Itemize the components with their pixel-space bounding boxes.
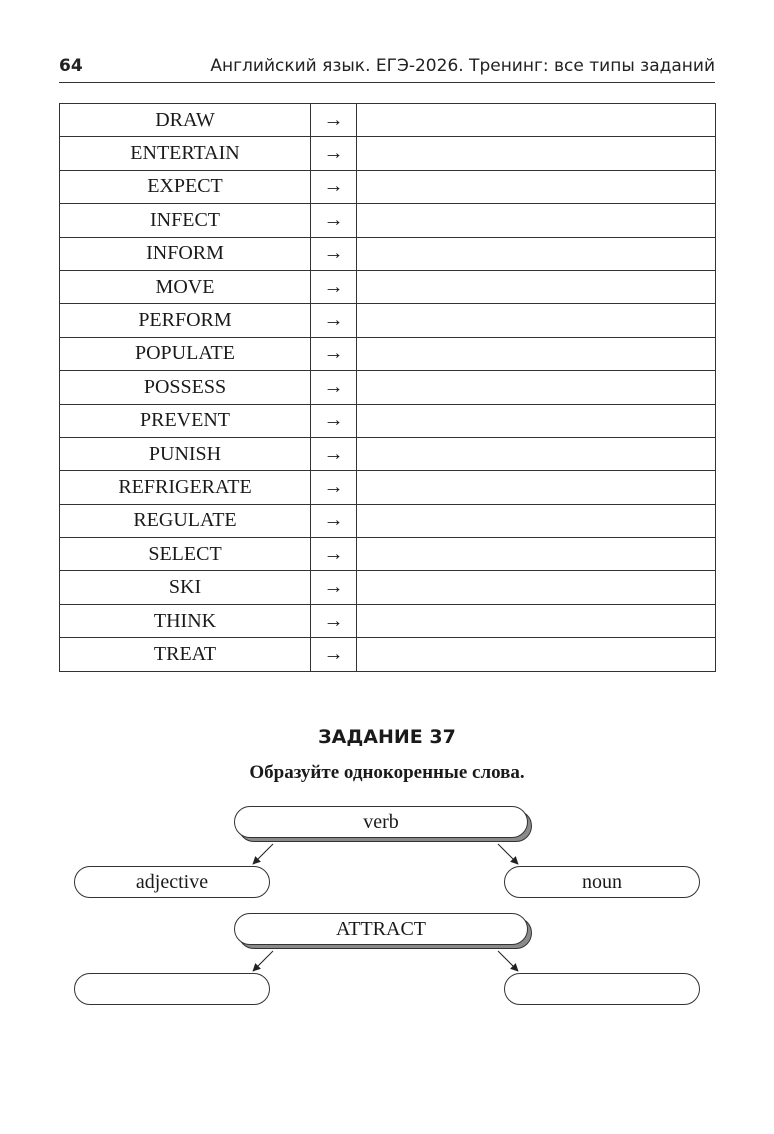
arrow-right-2 — [498, 951, 518, 971]
word-cell: REFRIGERATE — [60, 471, 311, 504]
arrow-cell: → — [311, 504, 357, 537]
word-cell: SELECT — [60, 538, 311, 571]
top-pill-verb: verb — [234, 806, 528, 838]
arrow-cell: → — [311, 204, 357, 237]
word-cell: POSSESS — [60, 371, 311, 404]
arrow-cell: → — [311, 404, 357, 437]
running-title: Английский язык. ЕГЭ-2026. Тренинг: все типы заданий — [210, 56, 715, 76]
word-cell: PUNISH — [60, 437, 311, 470]
arrow-cell: → — [311, 104, 357, 137]
word-cell: ENTERTAIN — [60, 137, 311, 170]
arrow-cell: → — [311, 437, 357, 470]
arrow-cell: → — [311, 471, 357, 504]
task-title: ЗАДАНИЕ 37 — [318, 726, 456, 748]
word-cell: EXPECT — [60, 170, 311, 203]
arrow-left-1 — [253, 844, 273, 864]
arrow-cell: → — [311, 237, 357, 270]
arrow-cell: → — [311, 337, 357, 370]
page-number: 64 — [59, 56, 83, 76]
word-cell: DRAW — [60, 104, 311, 137]
arrow-cell: → — [311, 304, 357, 337]
arrow-cell: → — [311, 638, 357, 671]
arrow-left-2 — [253, 951, 273, 971]
word-pill-attract: ATTRACT — [234, 913, 528, 945]
word-cell: INFECT — [60, 204, 311, 237]
word-cell: PREVENT — [60, 404, 311, 437]
right-pill-noun: noun — [504, 866, 700, 898]
arrow-cell: → — [311, 604, 357, 637]
word-cell: TREAT — [60, 638, 311, 671]
arrow-cell: → — [311, 270, 357, 303]
word-cell: POPULATE — [60, 337, 311, 370]
arrow-cell: → — [311, 137, 357, 170]
arrow-cell: → — [311, 371, 357, 404]
word-cell: SKI — [60, 571, 311, 604]
word-cell: REGULATE — [60, 504, 311, 537]
word-cell: PERFORM — [60, 304, 311, 337]
arrow-cell: → — [311, 571, 357, 604]
word-cell: INFORM — [60, 237, 311, 270]
arrow-cell: → — [311, 538, 357, 571]
arrow-cell: → — [311, 170, 357, 203]
task-instruction: Образуйте однокоренные слова. — [249, 762, 525, 783]
left-pill-adjective: adjective — [74, 866, 270, 898]
arrow-right-1 — [498, 844, 518, 864]
word-cell: MOVE — [60, 270, 311, 303]
word-cell: THINK — [60, 604, 311, 637]
